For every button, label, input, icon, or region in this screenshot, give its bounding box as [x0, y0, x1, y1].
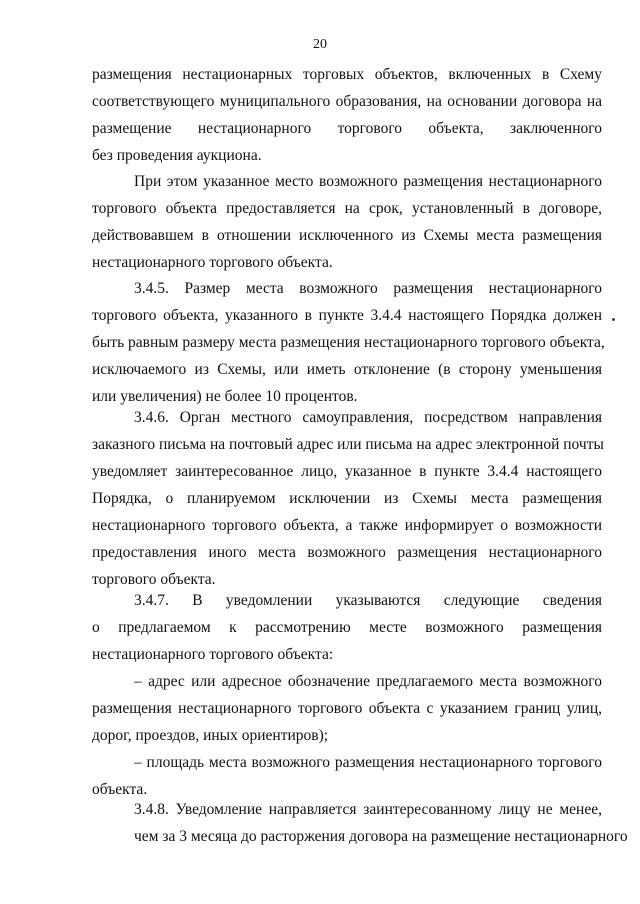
text-line: заказного письма на почтовый адрес или письма на адрес электронной почты [92, 436, 604, 453]
text-line: объекта. [92, 781, 148, 798]
text-line: уведомляет заинтересованное лицо, указанное в пункте 3.4.4 настоящего [92, 463, 602, 480]
text-line: соответствующего муниципального образования, на основании договора на [92, 93, 602, 110]
text-line: о предлагаемом к рассмотрению месте возможного размещения [92, 619, 602, 636]
text-line: чем за 3 месяца до расторжения договора на размещение нестационарного [134, 828, 628, 845]
scan-mark [612, 318, 615, 321]
text-line: или увеличения) не более 10 процентов. [92, 388, 358, 405]
text-line: действовавшем в отношении исключенного из Схемы места размещения [92, 227, 602, 244]
document-text [92, 587, 602, 803]
text-line: 3.4.6. Орган местного самоуправления, посредством направления [134, 409, 602, 426]
text-line: торгового объекта. [92, 571, 216, 588]
text-line: Порядка, о планируемом исключении из Схемы места размещения [92, 490, 602, 507]
text-line: размещение нестационарного торгового объекта, заключенного [92, 120, 602, 137]
document-text [92, 404, 602, 593]
text-line: нестационарного торгового объекта. [92, 254, 333, 271]
text-line: дорог, проездов, иных ориентиров); [92, 727, 329, 744]
document-text [92, 61, 602, 169]
text-line: исключаемого из Схемы, или иметь отклонение (в сторону уменьшения [92, 361, 602, 378]
text-line: 3.4.7. В уведомлении указываются следующие сведения [134, 592, 602, 609]
text-line: предоставления иного места возможного размещения нестационарного [92, 544, 602, 561]
document-text [92, 168, 602, 276]
document-text [92, 796, 628, 850]
text-line: размещения нестационарного торгового объекта с указанием границ улиц, [92, 700, 602, 717]
text-line: нестационарного торгового объекта, а также информирует о возможности [92, 517, 602, 534]
document-text [92, 275, 605, 410]
page-number: 20 [313, 37, 327, 52]
text-line: 3.4.5. Размер места возможного размещения нестационарного [134, 280, 602, 297]
text-line: – адрес или адресное обозначение предлагаемого места возможного [134, 673, 602, 690]
text-line: торгового объекта предоставляется на срок, установленный в договоре, [92, 200, 602, 217]
text-line: размещения нестационарных торговых объектов, включенных в Схему [92, 66, 602, 83]
text-line: торгового объекта, указанного в пункте 3.4.4 настоящего Порядка должен [92, 307, 602, 324]
text-line: без проведения аукциона. [92, 147, 262, 164]
text-line: быть равным размеру места размещения нестационарного торгового объекта, [92, 334, 605, 351]
text-line: нестационарного торгового объекта: [92, 646, 334, 663]
text-line: При этом указанное место возможного размещения нестационарного [134, 173, 602, 190]
text-line: 3.4.8. Уведомление направляется заинтересованному лицу не менее, [134, 801, 602, 818]
text-line: – площадь места возможного размещения нестационарного торгового [134, 754, 602, 771]
